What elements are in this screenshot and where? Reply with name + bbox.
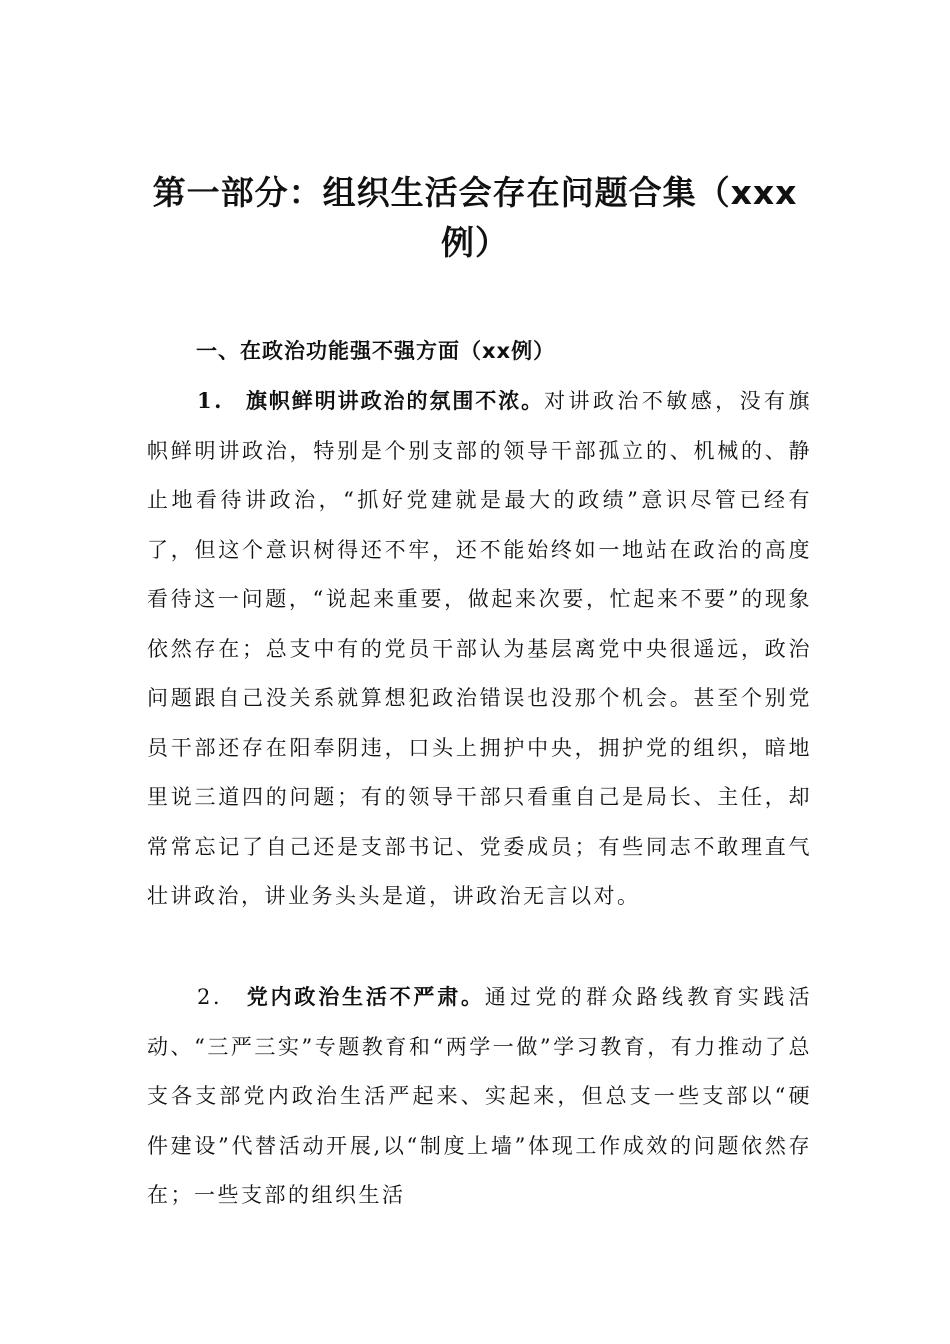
paragraph-body: 通过党的群众路线教育实践活动、“三严三实”专题教育和“两学一做”学习教育，有力推动了总支各支部党内政治生活严起来、实起来，但总支一些支部以“硬件建设”代替活动开展,以“制度上墙”体现工作成效的问题依然存在；一些支部的组织生活: [147, 985, 813, 1207]
paragraph-lead: 党内政治生活不严肃。: [245, 985, 485, 1009]
section-heading: 一、在政治功能强不强方面（xx例）: [196, 339, 556, 363]
paragraph-number: 1.: [197, 388, 224, 413]
paragraph-2: [147, 973, 812, 1221]
paragraph-lead: 旗帜鲜明讲政治的氛围不浓。: [245, 389, 545, 413]
paragraph-1: [147, 376, 812, 922]
paragraph-number: 2.: [197, 985, 223, 1009]
document-title: 第一部分：组织生活会存在问题合集（xxx例）: [152, 173, 798, 262]
paragraph-body: 对讲政治不敏感，没有旗帜鲜明讲政治，特别是个别支部的领导干部孤立的、机械的、静止地看待讲政治，“抓好党建就是最大的政绩”意识尽管已经有了，但这个意识树得还不牢，还不能始终如一地站在政治的高度看待这一问题，“说起来重要，做起来次要，忙起来不要”的现象依然存在；总支中有的党员干部认为基层离党中央很遥远，政治问题跟自己没关系就算想犯政治错误也没那个机会。甚至个别党员干部还存在阳奉阴违，口头上拥护中央，拥护党的组织，暗地里说三道四的问题；有的领导干部只看重自己是局长、主任，却常常忘记了自己还是支部书记、党委成员；有些同志不敢理直气壮讲政治，讲业务头头是道，讲政治无言以对。: [147, 389, 812, 908]
